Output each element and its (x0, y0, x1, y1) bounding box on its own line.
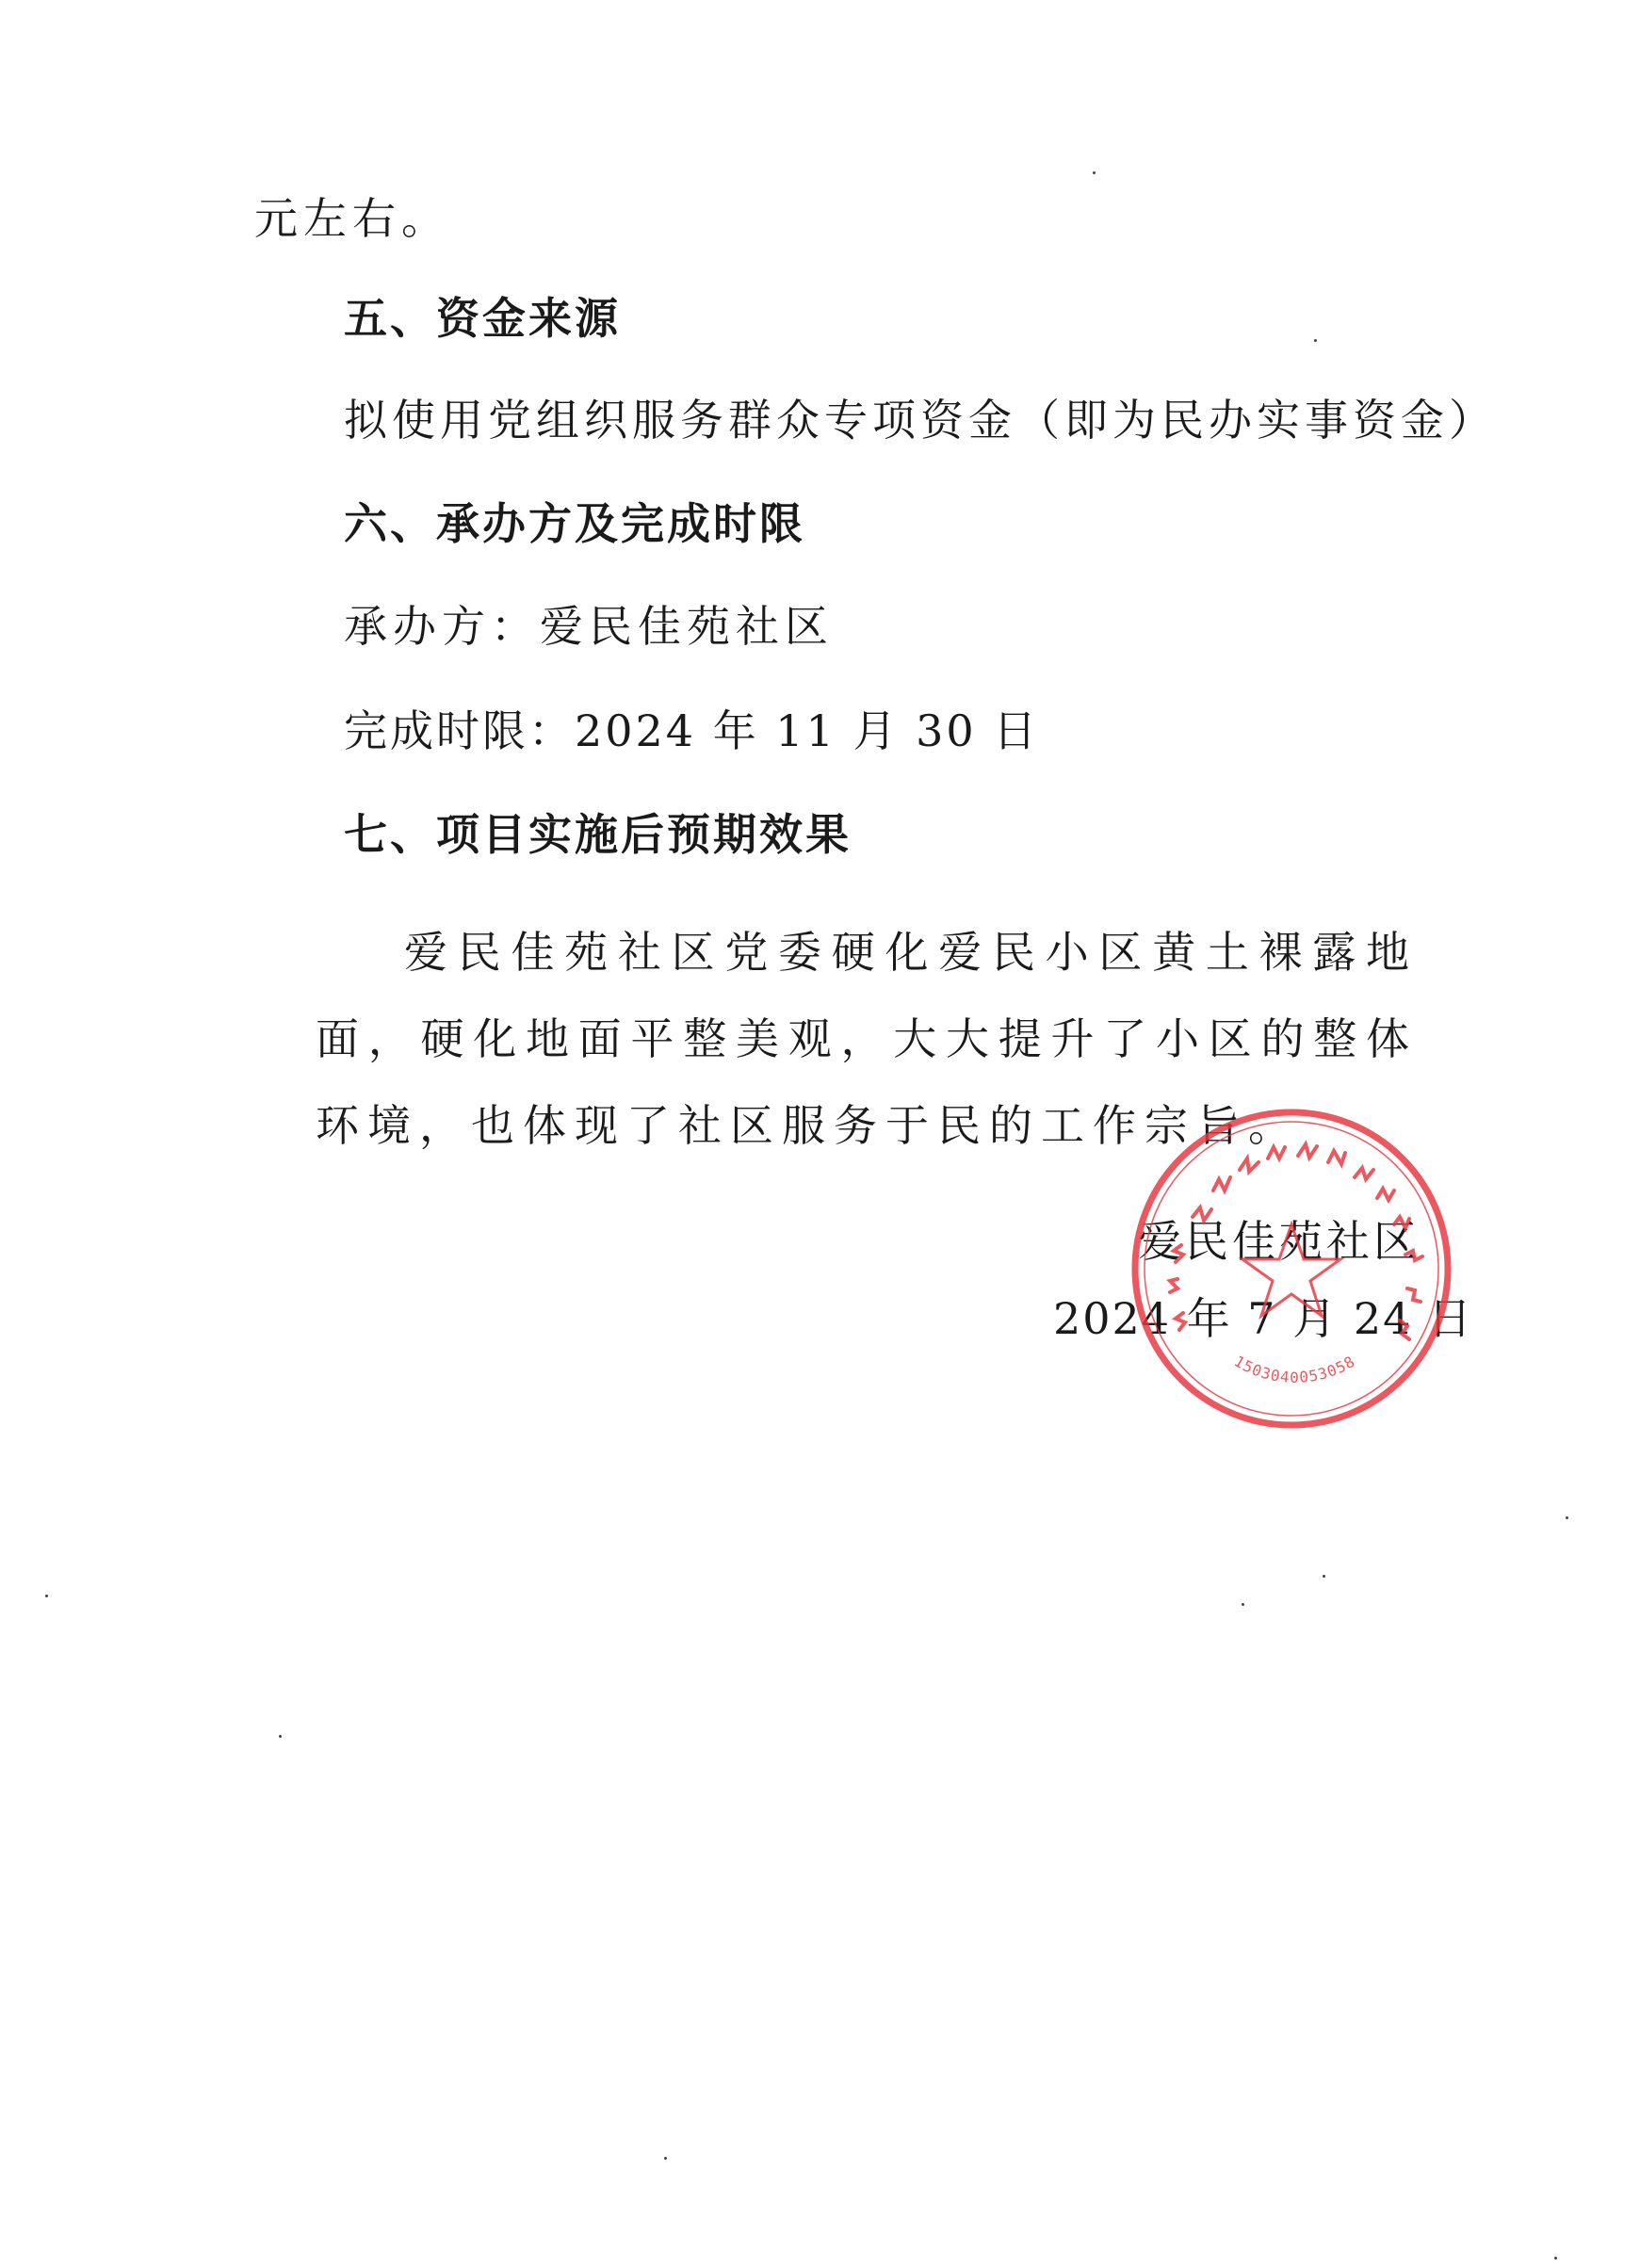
section-6-heading: 六、承办方及完成时限 (344, 498, 805, 549)
signature-date: 2024 年 7 月 24 日 (1053, 1293, 1473, 1344)
scan-speck (1093, 171, 1096, 174)
deadline-line: 完成时限：2024 年 11 月 30 日 (344, 705, 1040, 756)
scan-speck (1314, 339, 1317, 342)
scan-speck (1323, 1575, 1325, 1578)
scan-speck (1566, 1516, 1568, 1519)
section-5-body: 拟使用党组织服务群众专项资金（即为民办实事资金） (344, 395, 1497, 446)
signature-organization: 爱民佳苑社区 (1138, 1216, 1421, 1267)
section-7-heading: 七、项目实施后预期效果 (344, 809, 852, 860)
scan-speck (1242, 1603, 1244, 1606)
section-5-heading: 五、资金来源 (344, 293, 621, 344)
scan-speck (279, 1735, 282, 1738)
svg-text:1503040053058 (1231, 1353, 1358, 1386)
organizer-line: 承办方：爱民佳苑社区 (344, 601, 834, 652)
scan-speck (664, 2157, 667, 2160)
continuation-text: 元左右。 (254, 193, 450, 244)
scan-speck (1554, 2257, 1557, 2260)
seal-number: 1503040053058 (1230, 1352, 1359, 1386)
scan-speck (45, 1595, 48, 1597)
section-7-body: 爱民佳苑社区党委硬化爱民小区黄土裸露地面，硬化地面平整美观，大大提升了小区的整体环境，也体现了社区服务于民的工作宗旨。 (316, 927, 1418, 1151)
